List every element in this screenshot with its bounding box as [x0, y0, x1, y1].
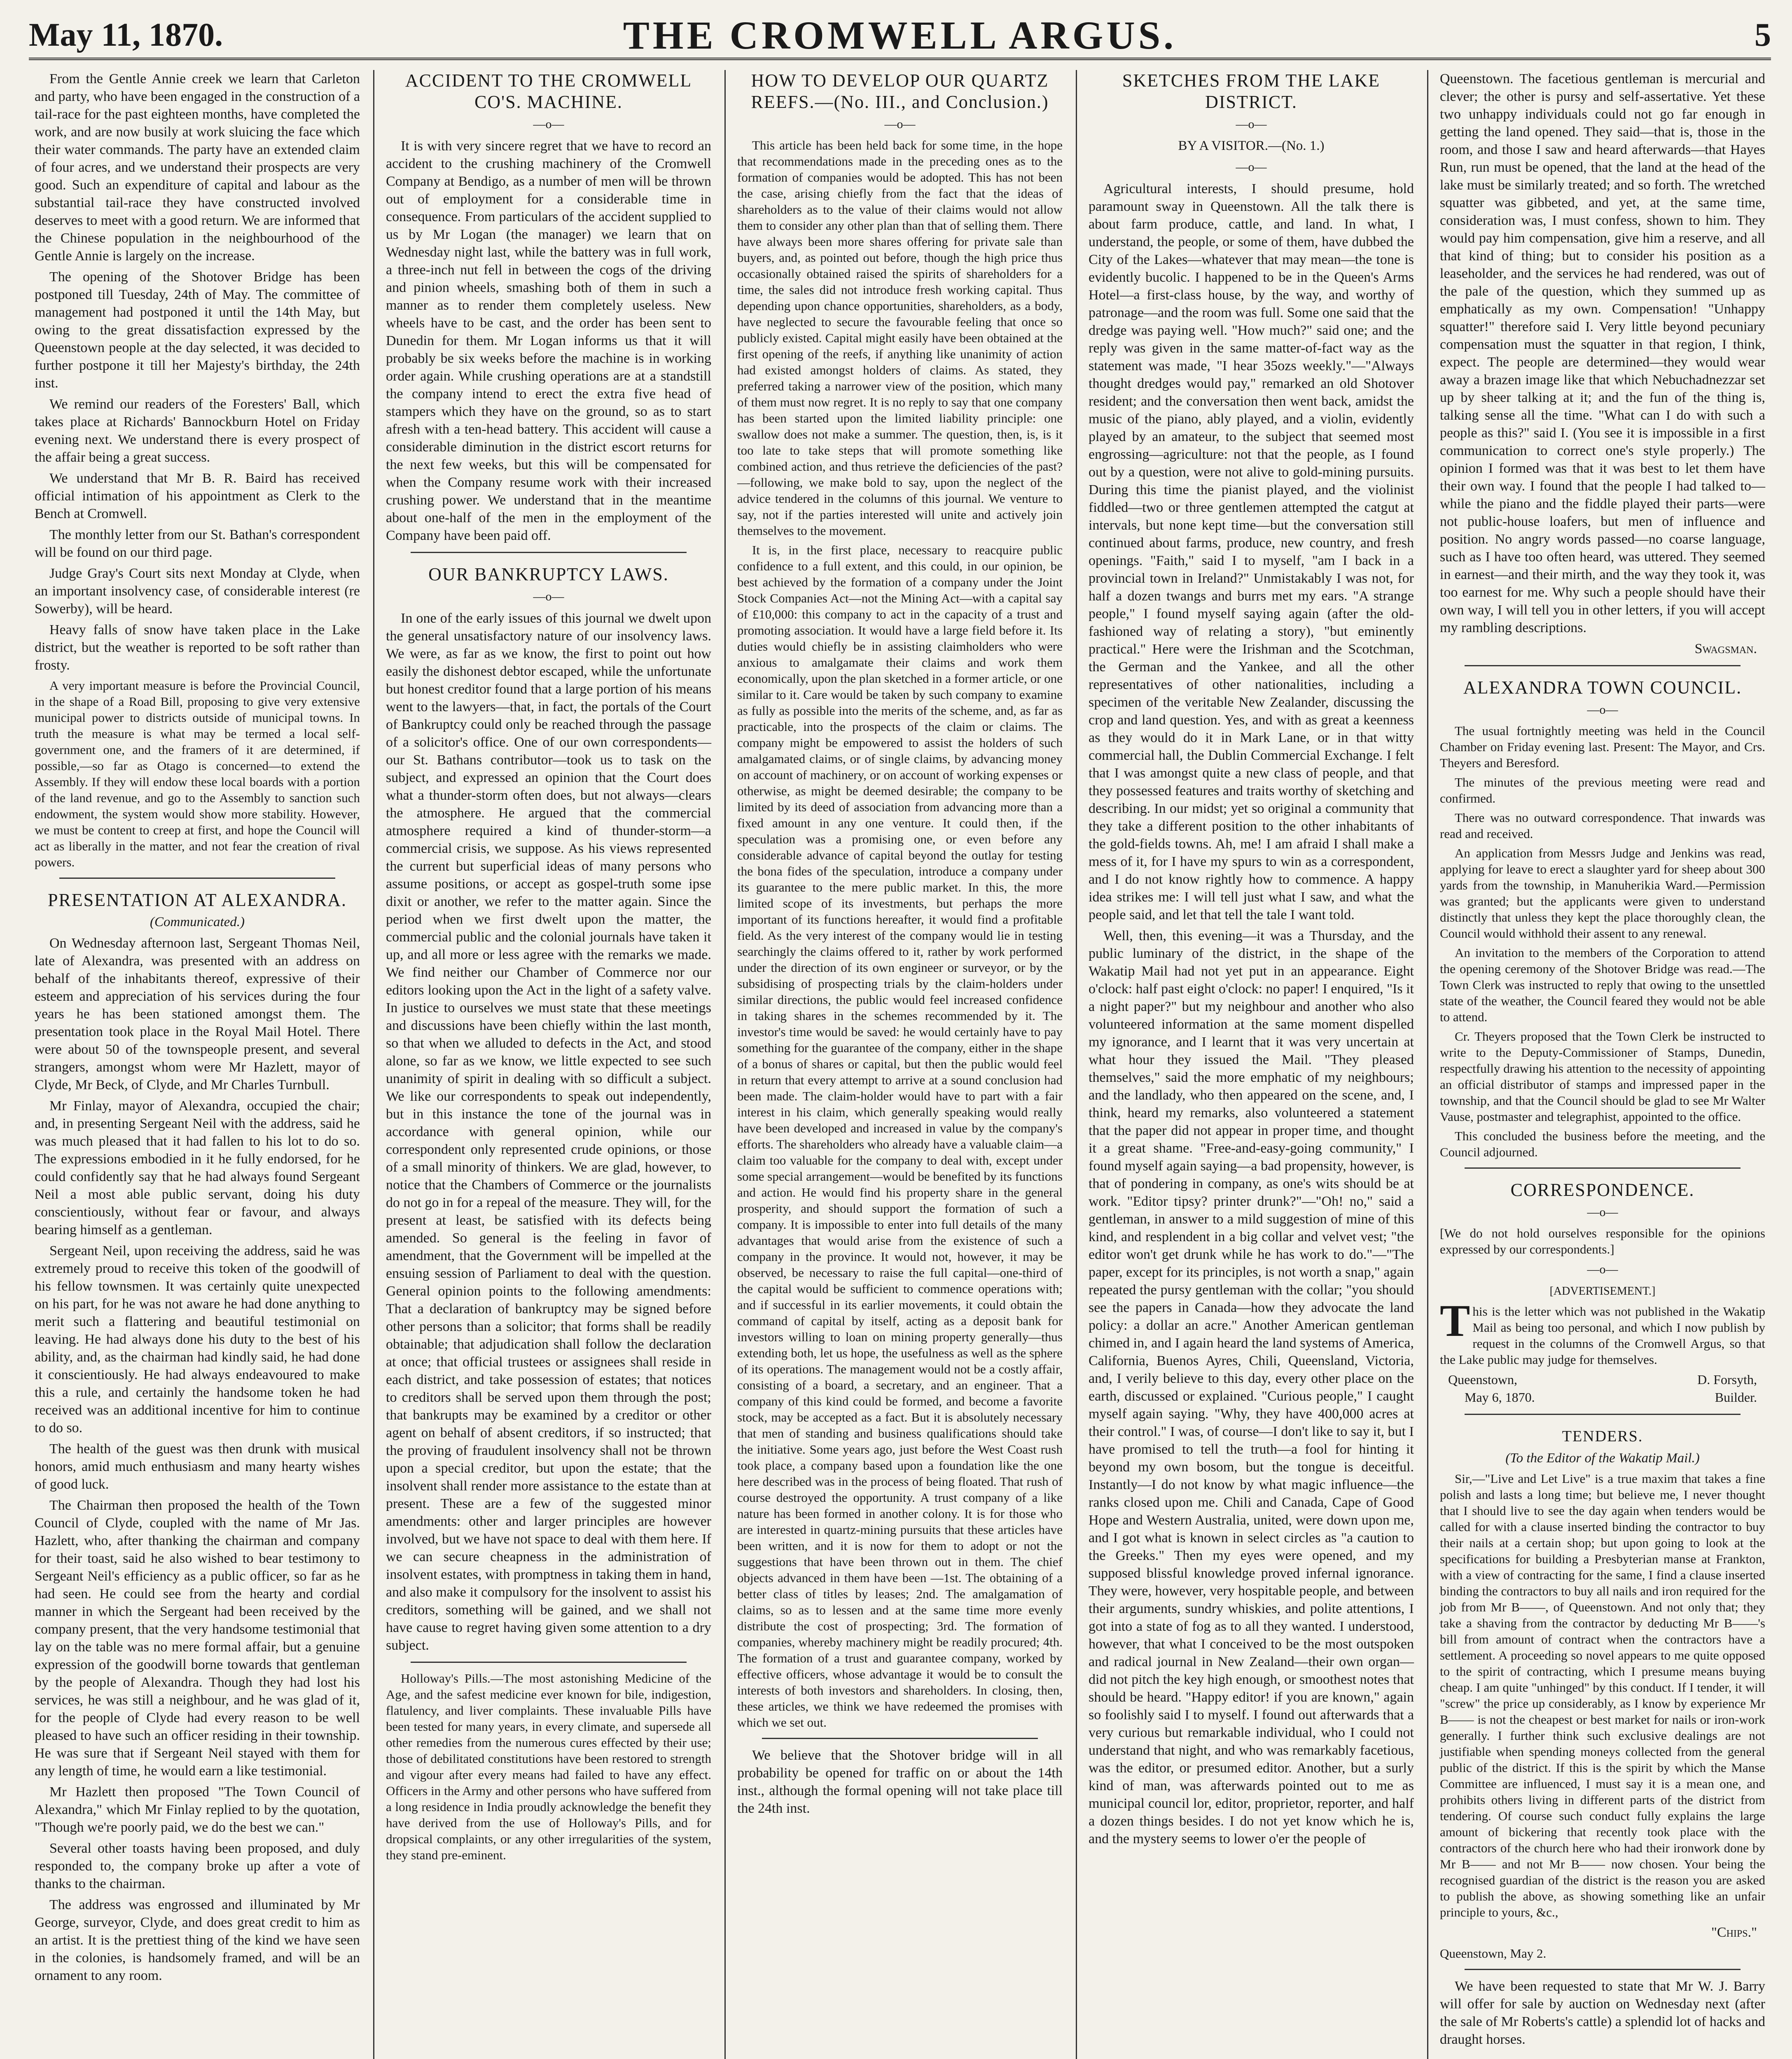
advertisement-signature — [1448, 1371, 1757, 1389]
masthead — [29, 12, 1771, 60]
ornament: —o— — [533, 117, 564, 131]
column-rule — [373, 70, 374, 2059]
column-rule — [724, 70, 726, 2059]
council-paragraph: There was no outward correspondence. That inwards was read and received. — [1440, 810, 1765, 841]
correspondence-note: [We do not hold ourselves responsible for the opinions expressed by our correspondents.] — [1440, 1226, 1765, 1256]
article-paragraph: Mr Finlay, mayor of Alexandra, occupied the chair; and, in presenting Sergeant Neil with the address, said he was much pleased that it had fallen to his lot to do so. The expressions embodied in it he fully endorsed, for he could confidently say that he had always found Sergeant Neil a most able public servant, doing his duty conscientiously, without fear or favour, and always bearing himself as a gentleman. — [35, 1098, 360, 1237]
newspaper-columns — [29, 70, 1771, 2059]
tenders-date: Queenstown, May 2. — [1440, 1946, 1547, 1961]
council-paragraph: An application from Messrs Judge and Jenkins was read, applying for leave to erect a slaughter yard for sheep about 300 yards from the township, in Manuherikia Ward.—Permission was granted; but the applicants were given to understand distinctly that unless they kept the place thoroughly clean, the Council would withhold their assent to any renewal. — [1440, 846, 1765, 941]
advertisement-body: This is the letter which was not published in the Wakatip Mail as being too personal, and which I now publish by request in the columns of the Cromwell Argus, so that the Lake public may judge for themselves. — [1440, 1296, 1765, 1367]
article-paragraph: Sergeant Neil, upon receiving the address, said he was extremely proud to receive this token of the goodwill of his fellow townsmen. It was certainly quite unexpected on his part, for he was not aware he had done anything to merit such a flattering and beautiful testimonial on leaving. He had always done his duty to the best of his ability, and, as the chairman had kindly said, he had done it conscientiously. He had always endeavoured to make this a rule, and certainly the handsome token he had received was an additional incentive for him to continue to do so. — [35, 1243, 360, 1436]
article-paragraph: It is, in the first place, necessary to reacquire public confidence to a full extent, and this could, in our opinion, be best achieved by the formation of a company under the Joint Stock Companies Act—not the Mining Act—with a capital say of £10,000: this company to act in the capacity of a trust and promoting association. It would have a large field before it. Its duties would chiefly be in assisting claimholders who were anxious to amalgamate their claims and work them economically, upon the plan sketched in a former article, or one similar to it. Care would be taken by such company to examine as fully as possible into the merits of the scheme, and, as far as practicable, into the prospects of the claim or claims. The company might be empowered to assist the holders of such amalgamated claims, or of single claims, by advancing money on account of machinery, or on account of working expenses or otherwise, as might be deemed desirable; the company to be limited by its deed of association from advancing more than a fixed amount in any one venture. It could then, if the speculation was a promising one, or even before any considerable advance of capital beyond the outlay for testing the bona fides of the speculation, introduce a company under its guarantee to the mere public market. In this, the more limited scope of its investments, but perhaps the more important of its functions hereafter, it would find a profitable field. As the very interest of the company would lie in testing searchingly the claims offered to it, rather by work performed under the direction of its own engineer or surveyor, or by the subsidising of prospecting trials by the claim-holders under similar directions, the public would feel increased confidence in taking shares in the schemes recommended by it. The investor's time would be saved: he would certainly have to pay something for the guarantee of the company, either in the shape of a bonus of shares or capital, but then the public would feel in return that every attempt to arrive at a sound conclusion had been made. The claim-holder would have to part with a fair interest in his claim, which generally speaking would really have been developed and increased in value by the company's efforts. The shareholders who already have a valuable claim—a claim too valuable for the company to deal with, except under some special arrangement—would be benefited by its functions and action. He would find his property share in the general prosperity, and should support the formation of such a company. It is impossible to enter into full details of the many advantages that would arise from the existence of such a company in the province. It would not, however, it may be observed, be necessary to raise the full capital—one-third of the capital would be sufficient to commence operations with; and if successful in its earlier movements, it could obtain the command of capital by itself, acting as a deposit bank for investors willing to loan on mining property generally—thus extending both, let us hope, the usefulness as well as the sphere of its operations. The management would not be a costly affair, consisting of a board, a secretary, and an engineer. That a company of this kind could be formed, and become a favorite stock, may be accepted as a fact. But it is absolutely necessary that men of standing and business qualifications should take the initiative. Some years ago, just before the West Coast rush took place, a company based upon a foundation like the one here described was in the process of being floated. That rush of course destroyed the opportunity. A trust company of a like nature has been formed in another colony. It is for those who are interested in quartz-mining pursuits that these articles have been written, and it is now for them to adopt or not the suggestions that have been thrown out in them. The chief objects advanced in them have been —1st. The obtaining of a better class of titles by leases; 2nd. The amalgamation of claims, so as to lessen and at the same time more evenly distribute the cost of prospecting; 3rd. The formation of companies, whereby machinery might be readily procured; 4th. The formation of a trust and guarantee company, worked by effective officers, whose advantage it would be to consult the interests of both investors and shareholders. In closing, then, these articles, we think we have redeemed the promises with which we set out. — [737, 543, 1063, 1730]
page-number: 5 — [1755, 17, 1771, 53]
article-paragraph: Several other toasts having been proposed, and duly responded to, the company broke up after a vote of thanks to the chairman. — [35, 1841, 360, 1891]
correspondence-heading: CORRESPONDENCE. — [1510, 1180, 1695, 1200]
article-paragraph: In one of the early issues of this journal we dwelt upon the general unsatisfactory nature of our insolvency laws. We were, as far as we know, the first to point out how easily the dishonest debtor escaped, while the unfortunate but honest creditor found that a large portion of his means went to the lawyers—that, in fact, the portals of the Court of Bankruptcy could only be reached through the passage of a solicitor's office. One of our own correspondents—our St. Bathans contributor—took us to task on the subject, and expressed an opinion that the Court does what a thunder-storm often does, but not always—clears the atmosphere. He argued that the commercial atmosphere required a kind of thunder-storm—a commercial crisis, we suppose. As his views represented the current but superficial ideas of many persons who assume positions, or accept as gospel-truth some ipse dixit or another, we refer to the matter again. Since the period when we first dwelt upon the matter, the commercial public and the colonial journals have taken it up, and all more or less agree with the remarks we made. We find neither our Chamber of Commerce nor our editors looking upon the Act in the light of a safety valve. In justice to ourselves we must state that these meetings and discussions have been chiefly within the last month, so that when we alluded to defects in the Act, and stood alone, so far as we know, we little expected to see such unanimity of spirit in dealing with so difficult a subject. We like our correspondents to speak out independently, but in this instance the tone of the journal was in accordance with general opinion, while our correspondent only represented crude opinions, or those of a small minority of thinkers. We are glad, however, to notice that the Chambers of Commerce or the journalists do not go in for a repeal of the measure. They will, for the present at least, be satisfied with its defects being amended. So general is the feeling in favor of amendment, that the Government will be impelled at the ensuing session of Parliament to deal with the question. General opinion points to the following amendments: That a declaration of bankruptcy may be signed before other persons than a solicitor; that forms shall be readily obtainable; that adjudication shall follow the declaration at once; that official trustees or assignees shall reside in each district, and take possession of estates; that notices to creditors shall be served upon them through the post; that bankrupts may be examined by a creditor or other agent on behalf of absent creditors, if so instructed; that the proving of fraudulent insolvency shall not be thrown upon a special creditor, but upon the estate; that the insolvent shall render more assistance to the estate than at present. These are a few of the suggested minor amendments: other and larger principles are however involved, but we have not space to deal with them here. If we can secure cheapness in the administration of insolvent estates, with promptness in taking them in hand, and also make it compulsory for the insolvent to assist his creditors, something will be gained, and we shall not have cause to regret having given some attention to a dry subject. — [386, 611, 711, 1653]
ornament: —o— — [1236, 117, 1267, 131]
tenders-letter: Sir,—"Live and Let Live" is a true maxim that takes a fine polish and lasts a long time; but believe me, I never thought that I should live to see the day again when tenders would be called for with a clause inserted binding the contractor to buy their nails at a certain shop; but upon going to look at the specifications for building a Presbyterian manse at Frankton, with a view of contracting for the same, I find a clause inserted binding the contractors to buy all nails and iron required for the job from Mr B——, of Queenstown. And not only that; they take a shaving from the contractor by deducting Mr B——'s bill from amount of contract when the contractors have a settlement. A proceeding so novel appears to me quite opposed to the spirit of contracting, which I presume means buying cheap. I am quite "unhinged" by this conduct. If I tender, it will "screw" the price up considerably, as I know by experience Mr B—— is not the cheapest or best market for nails or iron-work generally. I further think such exclusive dealings are not justifiable when spending moneys collected from the general public of the district. If this is the spirit by which the Manse Committee are influenced, I must say it is a mean one, and prohibits others living in different parts of the district from tendering. Of course such conduct fully explains the large amount of bickering that recently took place with the contractors of the church here who had their ironwork done by Mr B—— and not Mr B—— now chosen. Your being the recognised guardian of the district is the reason you are asked to publish the above, as showing something like an unfair principle to yours, &c., — [1440, 1471, 1765, 1919]
advert-name: D. Forsyth, — [1697, 1372, 1757, 1387]
tenders-subheading: (To the Editor of the Wakatip Mail.) — [1505, 1451, 1700, 1466]
holloway-advert: Holloway's Pills.—The most astonishing Medicine of the Age, and the safest medicine ever known for bile, indigestion, flatulency, and liver complaints. These invaluable Pills have been tested for many years, in every climate, and supersede all other remedies from the numerous cures effected by their use; those of debilitated constitutions have been restored to strength and vigour after every means had failed to have any effect. Officers in the Army and other persons who have suffered from a long residence in India proudly acknowledge the benefit they have derived from the use of Holloway's Pills, and for dropsical complaints, or any other irregularities of the system, they stand pre-eminent. — [386, 1671, 711, 1862]
tenders-heading: TENDERS. — [1562, 1428, 1643, 1445]
ornament: —o— — [1587, 1205, 1618, 1219]
news-paragraph: From the Gentle Annie creek we learn that Carleton and party, who have been engaged in the construction of a tail-race for the past eighteen months, have completed the work, and are now busily at work sluicing the face which their water commands. The party have an extended claim of four acres, and we understand their prospects are very good. Such an expenditure of capital and labour as the substantial tail-race they have constructed involved deserves to meet with a good return. We are informed that the Chinese population in the neighbourhood of the Gentle Annie is largely on the increase. — [35, 71, 360, 264]
news-paragraph: The monthly letter from our St. Bathan's correspondent will be found on our third page. — [35, 527, 360, 560]
council-paragraph: The minutes of the previous meeting were read and confirmed. — [1440, 775, 1765, 805]
ornament: —o— — [1236, 160, 1267, 174]
column-4 — [1083, 70, 1420, 2059]
news-paragraph: We believe that the Shotover bridge will in all probability be opened for traffic on or about the 14th inst., although the formal opening will not take place till the 24th inst. — [737, 1748, 1063, 1816]
article-paragraph: Mr Hazlett then proposed "The Town Council of Alexandra," which Mr Finlay replied to by the quotation, "Though we're poorly paid, we do the best we can." — [35, 1784, 360, 1835]
section-divider — [411, 552, 687, 553]
article-paragraph: The health of the guest was then drunk with musical honors, amid much enthusiasm and many hearty wishes of good luck. — [35, 1441, 360, 1492]
news-paragraph: The opening of the Shotover Bridge has been postponed till Tuesday, 24th of May. The committee of management had postponed it until the 14th May, but owing to the great dissatisfaction expressed by the Queenstown people at the day selected, it was decided to further postpone it till her Majesty's birthday, the 24th inst. — [35, 269, 360, 391]
author-signature: Swagsman. — [1694, 641, 1757, 656]
news-paragraph: A very important measure is before the Provincial Council, in the shape of a Road Bill, proposing to give very extensive municipal power to districts outside of municipal towns. In truth the measure is what may be termed a local self-government one, and the framers of it are determined, if possible,—so far as Otago is concerned—to extend the Assembly. If they will endow these local boards with a portion of the land revenue, and go to the Assembly to sanction such endowment, the system would show more stability. However, we must be content to creep at first, and hope the Council will act as liberally in the matter, and not fear the creation of rival powers. — [35, 678, 360, 869]
quartz-reefs-heading: HOW TO DEVELOP OUR QUARTZ REEFS.—(No. III., and Conclusion.) — [751, 70, 1049, 112]
column-rule — [1076, 70, 1077, 2059]
article-paragraph: It is with very sincere regret that we have to record an accident to the crushing machinery of the Cromwell Company at Bendigo, as a number of men will be thrown out of employment for a considerable time in consequence. From particulars of the accident supplied to us by Mr Logan (the manager) we learn that on Wednesday night last, while the battery was in full work, a three-inch nut fell in between the cogs of the driving and pinion wheels, smashing both of them in such a manner as to render them completely useless. New wheels have to be cast, and the order has been sent to Dunedin for them. Mr Logan informs us that it will probably be six weeks before the machine is in working order again. While crushing operations are at a standstill the company intend to erect the extra five head of stampers which they have on the ground, so as to start afresh with a ten-head battery. This accident will cause a considerable diminution in the district escort returns for the next few weeks, but this will be compensated for when the Company resume work with their increased crushing power. We understand that in the meantime about one-half of the men in the employment of the Company have been paid off. — [386, 138, 711, 543]
council-paragraph: This concluded the business before the meeting, and the Council adjourned. — [1440, 1129, 1765, 1159]
ornament: —o— — [1587, 1263, 1618, 1276]
tenders-signature: "Chips." — [1711, 1925, 1757, 1940]
section-divider — [411, 1662, 687, 1663]
council-paragraph: The usual fortnightly meeting was held in the Council Chamber on Friday evening last. Present: The Mayor, and Crs. Theyers and Beresford. — [1440, 724, 1765, 770]
column-1 — [29, 70, 366, 2059]
advert-date: May 6, 1870. — [1465, 1390, 1535, 1405]
accident-heading: ACCIDENT TO THE CROMWELL CO'S. MACHINE. — [405, 70, 692, 112]
advertisement-date-line — [1465, 1389, 1757, 1406]
section-divider — [1465, 1414, 1741, 1415]
sketches-heading: SKETCHES FROM THE LAKE DISTRICT. — [1122, 70, 1381, 112]
column-5 — [1434, 70, 1771, 2059]
news-paragraph: We have been requested to state that Mr W. J. Barry will offer for sale by auction on Wednesday next (after the sale of Mr Roberts's cattle) a splendid lot of hacks and draught horses. — [1440, 1979, 1765, 2047]
council-heading: ALEXANDRA TOWN COUNCIL. — [1463, 677, 1742, 698]
article-paragraph: Agricultural interests, I should presume, hold paramount sway in Queenstown. All the talk there is about farm produce, cattle, and land. In what, I understand, the people, or some of them, have dubbed the City of the Lakes—whatever that may mean—the tone is evidently bucolic. I happened to be in the Queen's Arms Hotel—a first-class house, by the way, and worthy of patronage—and the room was full. Some one said that the dredge was paying well. "How much?" said one; and the reply was given in the same matter-of-fact way as the statement was made, "I hear 35ozs weekly."—"Always thought dredges would pay," remarked an old Shotover resident; and the conversation then went back, amidst the music of the piano, ably played, and a violin, evidently played by an amateur, to the subject that seemed most engrossing—agriculture: not that the people, as I found out by a question, were not alive to gold-mining pursuits. During this time the pianist played, and the violinist fiddled—two or three gentlemen attempted the catgut at intervals, but none kept time—but the conversation still continued about farms, produce, new country, and fresh openings. "Faith," said I to myself, "am I back in a provincial town in Ireland?" Unmistakably I was not, for half a dozen twangs and burrs met my ears. "A strange people," I found myself saying again (after the old-fashioned way of relating a story), "but eminently practical." Here were the Irishman and the Scotchman, the German and the Yankee, and all the other representatives of other nationalities, including a specimen of the veritable New Zealander, discussing the crop and land question. Yes, and with as great a keenness as they would do it in Mark Lane, or in that witty commercial hall, the Dublin Commercial Exchange. I felt that I was amongst quite a new class of people, and that they possessed features and traits worthy of sketching and describing. In our midst; yet so original a community that they take a different position to the other inhabitants of the gold-fields towns. Ah, me! I am afraid I shall make a mess of it, for I have my spurs to win as a correspondent, and I do not know rightly how to commence. A happy idea strikes me: I will tell just what I saw, and what the people said, and let that tell the tale I want told. — [1089, 181, 1414, 922]
ornament: —o— — [884, 117, 916, 131]
column-2 — [380, 70, 717, 2059]
section-divider — [1465, 1969, 1741, 1970]
news-paragraph: Judge Gray's Court sits next Monday at Clyde, when an important insolvency case, of considerable interest (re Sowerby), will be heard. — [35, 566, 360, 616]
news-paragraph: We understand that Mr B. R. Baird has received official intimation of his appointment as Clerk to the Bench at Cromwell. — [35, 471, 360, 521]
council-paragraph: Cr. Theyers proposed that the Town Clerk be instructed to write to the Deputy-Commissioner of Stamps, Dunedin, respectfully drawing his attention to the necessity of appointing an official distributor of stamps and impressed paper in the township, and that the Council should be glad to see Mr Walter Vause, postmaster and telegraphist, appointed to the office. — [1440, 1029, 1765, 1124]
bankruptcy-heading: OUR BANKRUPTCY LAWS. — [428, 564, 669, 584]
article-paragraph: Well, then, this evening—it was a Thursday, and the public luminary of the district, in the shape of the Wakatip Mail had not yet put in an appearance. Eight o'clock: half past eight o'clock: no paper! I enquired, "Is it a night paper?" but my neighbour and another who also volunteered information at the same moment dispelled my ignorance, and I learnt that it was very uncertain at what hour they issued the Mail. "They pleased themselves," said the more emphatic of my neighbours; and the landlady, who then appeared on the scene, and, I think, heard my remarks, also volunteered a statement that the paper did not appear in proper time, and thought it a great shame. "Free-and-easy-going community," I found myself again saying—a bad propensity, however, is that of pondering in company, as one's wits should be at work. "Editor tipsy? printer drunk?"—"Oh! no," said a gentleman, in answer to a mild suggestion of mine of this kind, and resplendent in a big collar and velvet vest; "the editor won't get drunk while he has work to do."—"The paper, except for its principles, is not worth a snap," again repeated the pursy gentleman with the collar; "you should see the papers in Canada—how they advocate the land policy: a dollar an acre." Another American gentleman chimed in, and I again heard the land systems of America, California, Buenos Ayres, Chili, Queensland, Victoria, and, I verily believe to this day, every other place on the earth, discussed or explained. "Curious people," I caught myself again saying. "Why, they have 400,000 acres at their control." I was, of course—I don't like to say it, but I have promised to tell the truth—a fool for hinting it beyond my own bosom, but the tongue is deceitful. Instantly—I do not know by what magic influence—the ranks closed upon me. Chili and Canada, Cape of Good Hope and Western Australia, united, were down upon me, and I got what is known in select circles as "a caution to the Greeks." Then my eyes were opened, and my supposed blissful knowledge proved infernal ignorance. They were, however, very hospitable people, and between their arguments, sundry whiskies, and polite attentions, I got into a state of fog as to all they wanted. I understood, however, that what I conceived to be the most outspoken and radical journal in New Zealand—their own organ—did not pitch the key high enough, or smoothest notes that should be heard. "Happy editor! if you are known," again so foolishly said I to myself. I found out afterwards that a very curious but remarkable individual, who I could not understand that night, and who was remarkably facetious, was the editor, or presumed editor. Another, but a surly kind of man, was afterwards pointed out to me as municipal council lor, editor, proprietor, reporter, and half a dozen things besides. I do not yet know which he is, and the mystery seems to lower o'er the people of — [1089, 928, 1414, 1847]
council-paragraph: An invitation to the members of the Corporation to attend the opening ceremony of the Shotover Bridge was read.—The Town Clerk was instructed to reply that owing to the unsettled state of the weather, the Council feared they would not be able to attend. — [1440, 945, 1765, 1024]
advertisement-label: [ADVERTISEMENT.] — [1549, 1285, 1656, 1298]
ornament: —o— — [533, 590, 564, 603]
news-paragraph: We remind our readers of the Foresters' Ball, which takes place at Richards' Bannockburn Hotel on Friday evening next. We understand there is every prospect of the affair being a great success. — [35, 397, 360, 465]
section-divider — [762, 1738, 1038, 1739]
presentation-subheading: (Communicated.) — [150, 915, 245, 929]
section-divider — [59, 878, 335, 879]
news-paragraph: Heavy falls of snow have taken place in the Lake district, but the weather is reported to be soft rather than frosty. — [35, 622, 360, 673]
advert-place: Queenstown, — [1448, 1372, 1517, 1387]
article-paragraph: This article has been held back for some time, in the hope that recommendations made in the preceding ones as to the formation of companies would be adopted. This has not been the case, arising chiefly from the fact that the ideas of shareholders as to the value of their claims would not allow them to consider any other plan than that of selling them. There have always been more shares offering for private sale than buyers, and, as pointed out before, though the high price thus occasionally obtained raised the spirits of shareholders for a time, the sales did not introduce fresh working capital. Thus depending upon chance opportunities, shareholders, as a body, have neglected to secure the favourable feeling that once so publicly existed. Capital might easily have been obtained at the first opening of the reefs, if anything like unanimity of action had existed amongst holders of claims. As stated, they preferred taking a narrower view of the position, which many of them must now regret. It is no reply to say that one company has been started upon the limited liability principle: one swallow does not make a summer. The question, then, is, is it too late to take steps that will promote something like combined action, and thus retrieve the deficiencies of the past?—following, we make bold to say, upon the neglect of the advice tendered in the columns of this journal. We venture to say, not if the parties interested will unite and actively join themselves to the movement. — [737, 138, 1063, 538]
presentation-heading: PRESENTATION AT ALEXANDRA. — [47, 890, 347, 910]
section-divider — [1465, 665, 1741, 666]
ornament: —o— — [1587, 703, 1618, 717]
newspaper-title: THE CROMWELL ARGUS. — [623, 13, 1177, 57]
article-paragraph: The address was engrossed and illuminated by Mr George, surveyor, Clyde, and does great credit to him as an artist. It is the prettiest thing of the kind we have seen in the colonies, is handsomely framed, and will be an ornament to any room. — [35, 1897, 360, 1983]
article-paragraph: On Wednesday afternoon last, Sergeant Thomas Neil, late of Alexandra, was presented with an address on behalf of the inhabitants thereof, expressive of their esteem and appreciation of his services during the four years he has been stationed amongst them. The presentation took place in the Royal Mail Hotel. There were about 50 of the townspeople present, and several strangers, amongst whom were Mr Hazlett, mayor of Clyde, Mr Beck, of Clyde, and Mr Charles Turnbull. — [35, 936, 360, 1093]
section-divider — [1465, 1167, 1741, 1169]
advert-trade: Builder. — [1715, 1390, 1757, 1405]
column-3 — [731, 70, 1068, 2059]
column-rule — [1427, 70, 1428, 2059]
article-paragraph: The Chairman then proposed the health of the Town Council of Clyde, coupled with the name of Mr Jas. Hazlett, who, after thanking the chairman and company for their toast, said he also wished to bear testimony to Sergeant Neil's efficiency as a public officer, so far as he had seen. He could see from the hearty and cordial manner in which the Sergeant had been received by the company present, that the very handsome testimonial that lay on the table was no mere formal affair, but a genuine expression of the goodwill borne towards that gentleman by the people of Alexandra. Though they had lost his services, he was still a neighbour, and he was glad of it, for the people of Clyde had every reason to be well pleased to have such an officer residing in their township. He was sure that if Sergeant Neil stayed with them for any length of time, he would earn a like testimonial. — [35, 1498, 360, 1779]
sketches-subheading: BY A VISITOR.—(No. 1.) — [1178, 138, 1325, 153]
article-paragraph: Queenstown. The facetious gentleman is mercurial and clever; the other is pursy and self-assertative. Yet these two unhappy individuals could not go far enough in getting the land opened. They said—that is, those in the room, and those I saw and heard afterwards—that Hayes Run, run must be opened, that the land at the head of the lake must be similarly treated; and so forth. The wretched squatter was gibbeted, and yet, at the same time, consideration was, I must confess, shown to him. They would pay him compensation, give him a reserve, and all that kind of thing; but to consider his position as a leaseholder, and the services he had rendered, was out of the pale of the question, which they summed up as emphatically as my own. Compensation! "Unhappy squatter!" therefore said I. Very little beyond pecuniary compensation must the squatter in that region, I think, expect. The people are determined—they would wear away a brazen image like that which Nebuchadnezzar set up by sheer talking at it; and the fun of the thing is, talking sense all the time. "What can I do with such a people as this?" said I. (You see it is impossible in a first communication to correct one's style properly.) The opinion I formed was that it was best to let them have their own way. I found that the people I had talked to—while the piano and the fiddle played their parts—were not public-house loafers, but men of influence and position. No angry words passed—no coarse language, such as I have too often heard, was uttered. They seemed in earnest—and their mirth, and the way they took it, was too earnest for me. Why such a people should have their own way, I will tell you in other letters, if you will accept my rambling descriptions. — [1440, 71, 1765, 635]
issue-date: May 11, 1870. — [29, 17, 223, 53]
